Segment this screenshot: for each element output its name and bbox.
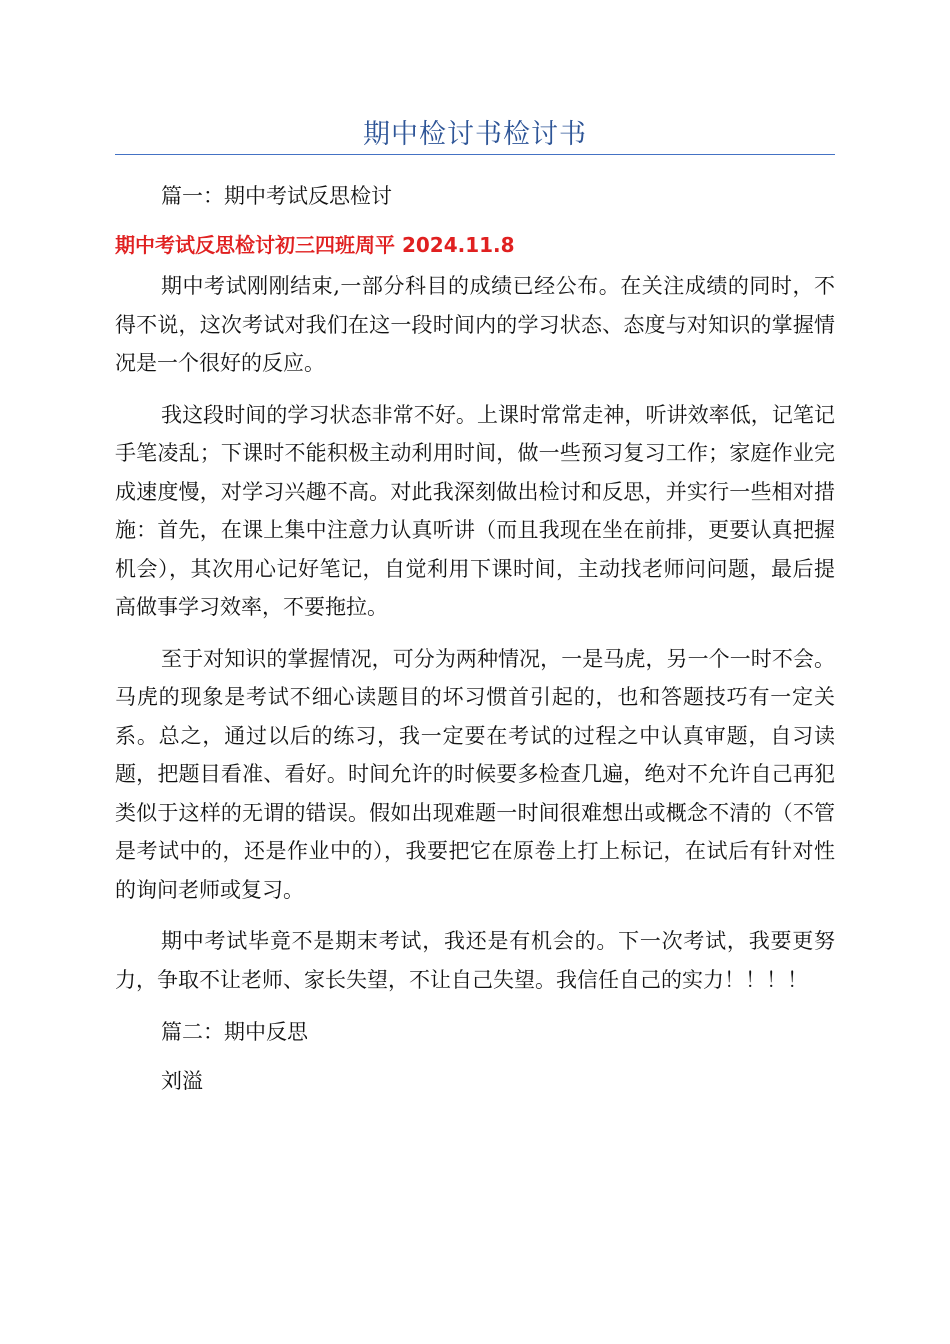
subheading: 期中考试反思检讨初三四班周平 2024.11.8 — [115, 233, 515, 257]
body-paragraph-1: 期中考试刚刚结束,一部分科目的成绩已经公布。在关注成绩的同时，不得不说，这次考试对我们在这一段时间内的学习状态、态度与对知识的掌握情况是一个很好的反应。 — [115, 274, 835, 375]
body-paragraph-4: 期中考试毕竟不是期末考试，我还是有机会的。下一次考试，我要更努力，争取不让老师、家长失望，不让自己失望。我信任自己的实力！！！！ — [115, 929, 835, 992]
body-paragraph-3: 至于对知识的掌握情况，可分为两种情况，一是马虎，另一个一时不会。马虎的现象是考试不细心读题目的坏习惯首引起的，也和答题技巧有一定关系。总之，通过以后的练习，我一定要在考试的过程之中认真审题，自习读题，把题目看准、看好。时间允许的时候要多检查几遍，绝对不允许自己再犯类似于这样的无谓的错误。假如出现难题一时间很难想出或概念不清的（不管是考试中的，还是作业中的），我要把它在原卷上打上标记，在试后有针对性的询问老师或复习。 — [115, 646, 835, 902]
section-heading-2: 篇二：期中反思 — [161, 1020, 308, 1044]
section-heading-1: 篇一：期中考试反思检讨 — [161, 184, 392, 208]
document-page — [115, 0, 835, 1100]
document-title: 期中检讨书检讨书 — [363, 119, 587, 150]
body-paragraph-2: 我这段时间的学习状态非常不好。上课时常常走神，听讲效率低，记笔记手笔凌乱；下课时不能积极主动利用时间，做一些预习复习工作；家庭作业完成速度慢，对学习兴趣不高。对此我深刻做出检讨和反思，并实行一些相对措施：首先，在课上集中注意力认真听讲（而且我现在坐在前排，更要认真把握机会），其次用心记好笔记，自觉利用下课时间，主动找老师问问题，最后提高做事学习效率，不要拖拉。 — [115, 402, 835, 619]
author-name: 刘溢 — [161, 1069, 203, 1093]
